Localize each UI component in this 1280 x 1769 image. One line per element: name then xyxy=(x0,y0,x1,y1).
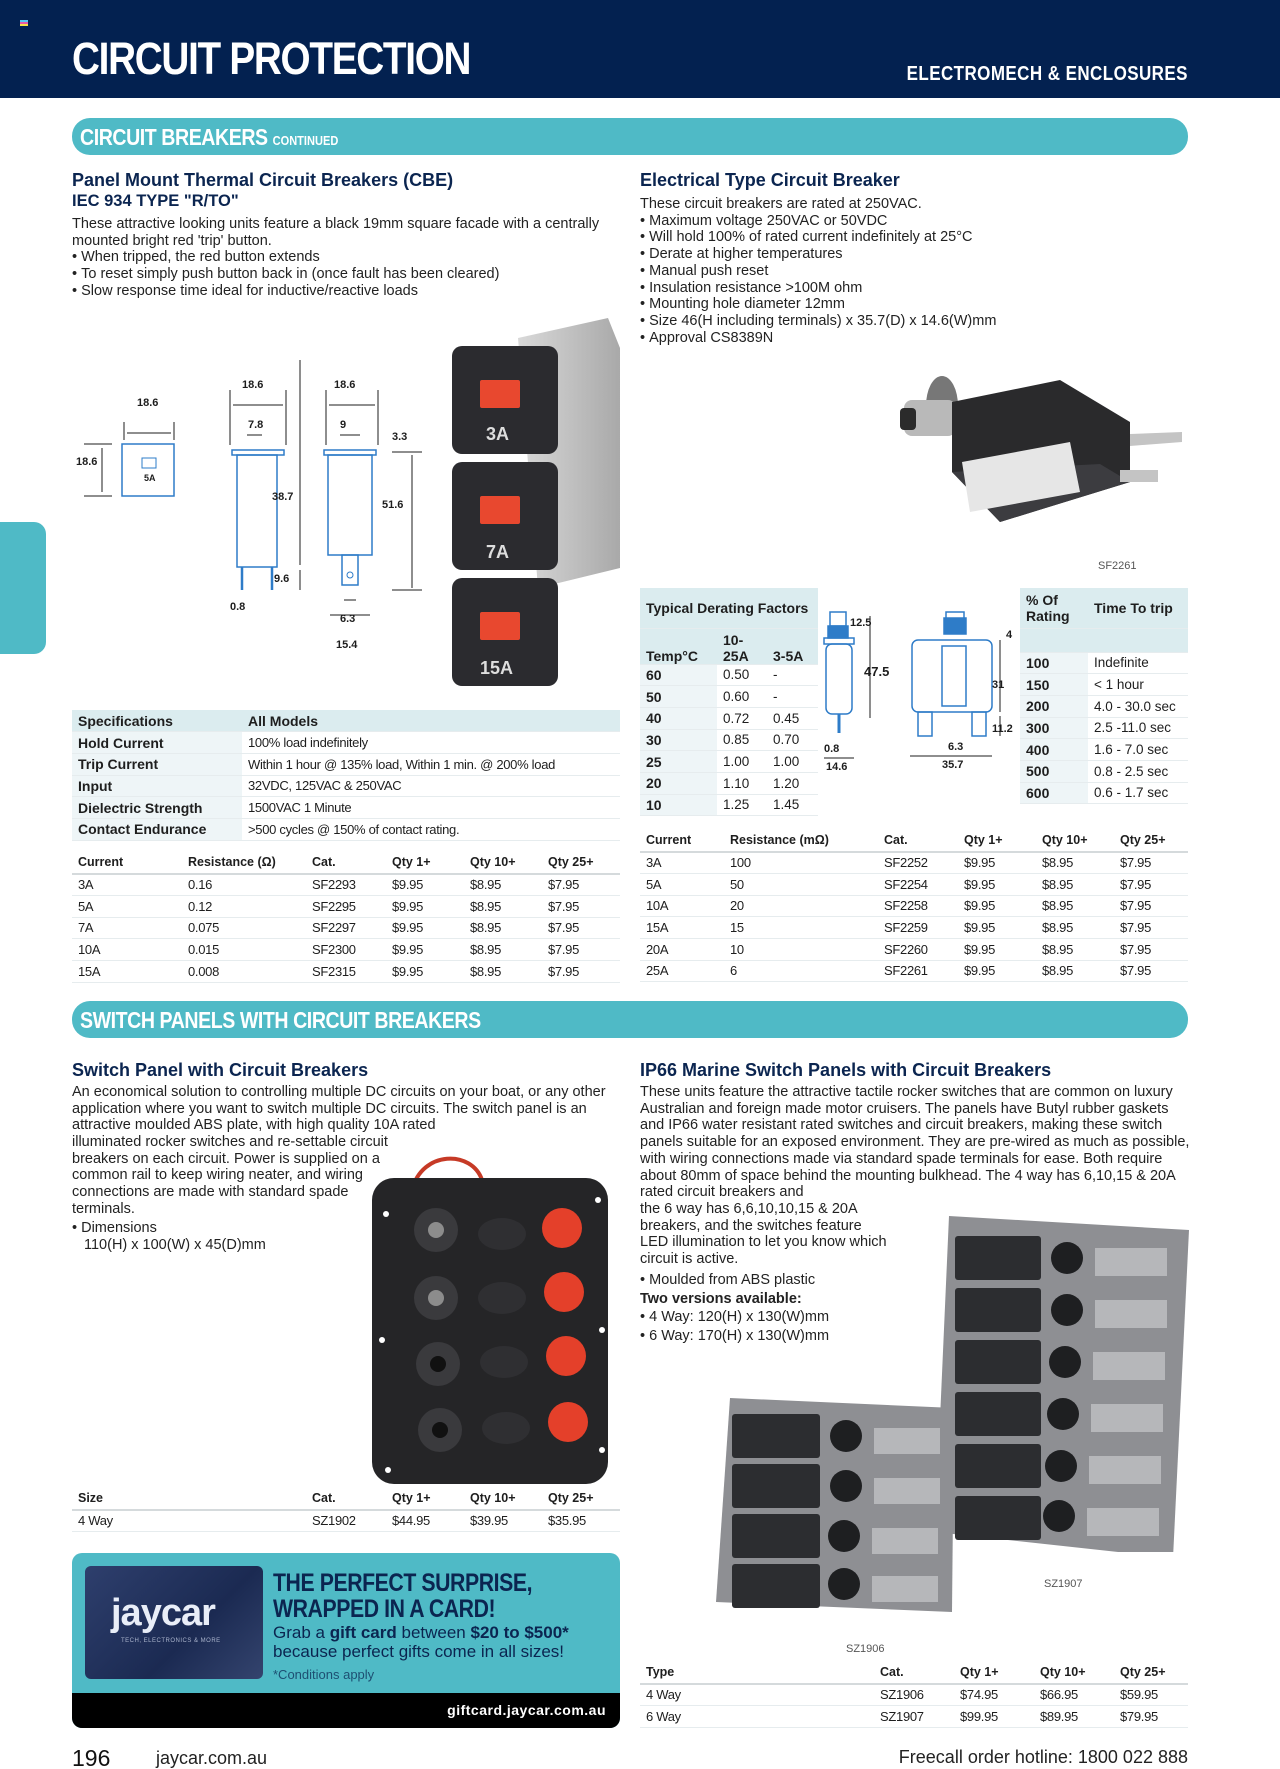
table-cell: 0.008 xyxy=(182,960,306,982)
table-cell: Within 1 hour @ 135% load, Within 1 min. @ 200% load xyxy=(242,753,620,775)
table-cell: $8.95 xyxy=(464,874,542,896)
bullet: • When tripped, the red button extends xyxy=(72,249,612,266)
table-cell: 15A xyxy=(72,960,182,982)
gift-card-promo-banner[interactable] xyxy=(72,1553,620,1728)
table-cell: $9.95 xyxy=(958,960,1036,982)
table-cell: 0.075 xyxy=(182,917,306,939)
table-cell: 400 xyxy=(1020,739,1088,761)
table-header-cell: Type xyxy=(640,1662,874,1684)
table-cell: $7.95 xyxy=(542,895,620,917)
table-cell: 4.0 - 30.0 sec xyxy=(1088,695,1188,717)
table-header-cell: Specifications xyxy=(72,710,242,732)
table-header-cell: Cat. xyxy=(306,1488,386,1510)
table-row[interactable] xyxy=(72,939,620,961)
table-cell: 6 xyxy=(724,960,878,982)
table-row[interactable] xyxy=(72,874,620,896)
table-cell: 200 xyxy=(1020,695,1088,717)
table-row xyxy=(640,794,818,816)
table-cell: 1.00 xyxy=(717,751,767,773)
cbe-specifications-table xyxy=(72,710,620,841)
table-cell: $59.95 xyxy=(1114,1684,1188,1706)
table-cell: Indefinite xyxy=(1088,652,1188,674)
product-description-cbe: These attractive looking units feature a black 19mm square facade with a centrally mounted bright red 'trip' button. • When tripped, the red button extends • To reset simply push button back in (once fault has been cleared) • Slow response time ideal for inductive/reactive loads xyxy=(72,216,612,300)
table-cell: 1.25 xyxy=(717,794,767,816)
table-cell: 1.20 xyxy=(767,772,818,794)
table-row[interactable] xyxy=(640,873,1188,895)
table-cell: SZ1902 xyxy=(306,1510,386,1532)
table-cell: SF2297 xyxy=(306,917,386,939)
svg-text:38.7: 38.7 xyxy=(272,491,294,503)
table-header-cell: Qty 25+ xyxy=(1114,1662,1188,1684)
table-cell: Trip Current xyxy=(72,753,242,775)
product-title-marine-panel: IP66 Marine Switch Panels with Circuit Breakers xyxy=(640,1060,1052,1080)
table-header-cell: % Of Rating xyxy=(1020,588,1088,628)
table-cell: $9.95 xyxy=(386,917,464,939)
table-row xyxy=(1020,717,1188,739)
cbe-product-image xyxy=(448,318,626,690)
table-cell: 1.45 xyxy=(767,794,818,816)
marine-panel-sz1907-image xyxy=(935,1212,1193,1552)
switch-panel-price-table xyxy=(72,1488,620,1532)
table-header-cell: Current xyxy=(72,852,182,874)
cbe-dimension-diagram xyxy=(72,360,432,660)
table-cell: 1.10 xyxy=(717,772,767,794)
svg-text:7A: 7A xyxy=(486,542,510,562)
svg-text:12.5: 12.5 xyxy=(850,617,872,629)
table-cell: 10A xyxy=(72,939,182,961)
svg-text:51.6: 51.6 xyxy=(382,499,404,511)
table-header-cell: Resistance (mΩ) xyxy=(724,830,878,852)
table-row xyxy=(640,707,818,729)
table-cell: $8.95 xyxy=(1036,938,1114,960)
bullet: • Maximum voltage 250VAC or 50VDC xyxy=(640,213,1200,230)
table-row[interactable] xyxy=(72,1510,620,1532)
svg-text:47.5: 47.5 xyxy=(864,664,890,679)
table-cell: 50 xyxy=(640,686,717,708)
table-row xyxy=(72,1488,620,1510)
table-cell: SZ1906 xyxy=(874,1684,954,1706)
table-row xyxy=(640,729,818,751)
table-cell: 0.85 xyxy=(717,729,767,751)
promo-conditions: *Conditions apply xyxy=(273,1667,375,1682)
table-cell: 15A xyxy=(640,917,724,939)
table-cell: $79.95 xyxy=(1114,1705,1188,1727)
table-row xyxy=(640,772,818,794)
table-header-cell: Typical Derating Factors xyxy=(640,588,818,628)
table-cell: 10A xyxy=(640,895,724,917)
table-cell: SF2258 xyxy=(878,895,958,917)
table-cell: 7A xyxy=(72,917,182,939)
order-hotline: Freecall order hotline: 1800 022 888 xyxy=(898,1747,1188,1767)
bullet: • Slow response time ideal for inductive/reactive loads xyxy=(72,283,612,300)
table-cell: 4 Way xyxy=(72,1510,306,1532)
table-cell: $8.95 xyxy=(464,960,542,982)
table-row xyxy=(72,818,620,840)
table-row[interactable] xyxy=(72,960,620,982)
image-caption: SZ1907 xyxy=(1044,1578,1083,1590)
product-description-marine-panel-cont: the 6 way has 6,6,10,10,15 & 20A breakers, and the switches feature LED illumination to let you know which circuit is active. • Moulded from ABS plastic Two versions available: • 4 Way: 120(H) x 130(W)mm • 6 Way: 170(H) x 130(W)mm xyxy=(640,1201,890,1345)
electrical-type-price-table xyxy=(640,830,1188,982)
table-header-cell: Size xyxy=(72,1488,306,1510)
svg-text:6.3: 6.3 xyxy=(948,741,964,753)
table-row xyxy=(1020,760,1188,782)
product-title-electrical-type: Electrical Type Circuit Breaker xyxy=(640,170,900,190)
cbe-price-table xyxy=(72,852,620,983)
table-cell: Contact Endurance xyxy=(72,818,242,840)
table-cell: 20 xyxy=(724,895,878,917)
table-row xyxy=(640,1662,1188,1684)
table-cell: $8.95 xyxy=(1036,917,1114,939)
table-cell: $8.95 xyxy=(1036,873,1114,895)
table-cell: $7.95 xyxy=(542,874,620,896)
table-cell: $9.95 xyxy=(958,895,1036,917)
table-cell: $8.95 xyxy=(1036,960,1114,982)
table-header-cell: Time To trip xyxy=(1088,588,1188,628)
svg-text:7.8: 7.8 xyxy=(248,419,264,431)
table-row[interactable] xyxy=(640,852,1188,874)
table-cell: $7.95 xyxy=(542,939,620,961)
table-header-cell: 10-25A xyxy=(717,628,767,664)
svg-text:35.7: 35.7 xyxy=(942,759,964,771)
table-row[interactable] xyxy=(640,1705,1188,1727)
table-cell: 0.12 xyxy=(182,895,306,917)
table-cell: SF2295 xyxy=(306,895,386,917)
table-header-cell: Cat. xyxy=(878,830,958,852)
table-row[interactable] xyxy=(640,917,1188,939)
table-cell: SF2252 xyxy=(878,852,958,874)
table-cell: Dielectric Strength xyxy=(72,797,242,819)
svg-text:0.8: 0.8 xyxy=(230,601,246,613)
section-bar-switch-panels xyxy=(72,1001,1188,1038)
table-cell: 60 xyxy=(640,664,717,686)
table-cell: SF2260 xyxy=(878,938,958,960)
table-cell: SF2261 xyxy=(878,960,958,982)
table-cell: 20A xyxy=(640,938,724,960)
table-cell: SZ1907 xyxy=(874,1705,954,1727)
table-cell: 1.6 - 7.0 sec xyxy=(1088,739,1188,761)
table-cell: 0.16 xyxy=(182,874,306,896)
table-cell: SF2259 xyxy=(878,917,958,939)
image-caption: SF2261 xyxy=(1098,560,1137,572)
bullet: • Will hold 100% of rated current indefinitely at 25°C xyxy=(640,229,1200,246)
promo-headline: THE PERFECT SURPRISE, WRAPPED IN A CARD! xyxy=(273,1569,533,1623)
table-cell: 40 xyxy=(640,707,717,729)
table-cell: $39.95 xyxy=(464,1510,542,1532)
table-cell: 1.00 xyxy=(767,751,818,773)
svg-text:9.6: 9.6 xyxy=(274,573,290,585)
table-row xyxy=(72,797,620,819)
product-title-cbe: Panel Mount Thermal Circuit Breakers (CBE) xyxy=(72,170,454,190)
table-header-cell: Qty 10+ xyxy=(464,852,542,874)
table-cell: 20 xyxy=(640,772,717,794)
dimensions-bullet: • Dimensions 110(H) x 100(W) x 45(D)mm xyxy=(72,1220,392,1253)
table-cell: $9.95 xyxy=(386,960,464,982)
table-cell: $9.95 xyxy=(386,874,464,896)
table-cell: $8.95 xyxy=(464,917,542,939)
section-suffix: CONTINUED xyxy=(272,133,339,148)
promo-url-link[interactable]: giftcard.jaycar.com.au xyxy=(447,1702,606,1718)
table-cell: 2.5 -11.0 sec xyxy=(1088,717,1188,739)
product-description-switch-panel: An economical solution to controlling multiple DC circuits on your boat, or any other application where you want to switch multiple DC circuits. The switch panel is an attractive moulded ABS plate, with high quality 10A rated xyxy=(72,1084,606,1134)
table-cell: $7.95 xyxy=(1114,852,1188,874)
product-description-electrical-type: These circuit breakers are rated at 250VAC. • Maximum voltage 250VAC or 50VDC • Will hold 100% of rated current indefinitely at 25°C • Derate at higher temperatures • Manual push reset • Insulation resistance >100M ohm • Mounting hole diameter 12mm • Size 46(H including terminals) x 35.7(D) x 14.6(W)mm • Approval CS8389N xyxy=(640,196,1200,346)
table-cell: $9.95 xyxy=(958,938,1036,960)
svg-text:15A: 15A xyxy=(480,658,514,678)
svg-text:3.3: 3.3 xyxy=(392,431,408,443)
table-cell: 0.6 - 1.7 sec xyxy=(1088,782,1188,804)
table-header-cell: Cat. xyxy=(306,852,386,874)
bullet: • Manual push reset xyxy=(640,263,1200,280)
table-cell: $44.95 xyxy=(386,1510,464,1532)
table-cell: 3A xyxy=(72,874,182,896)
table-row[interactable] xyxy=(640,895,1188,917)
table-header-cell: Current xyxy=(640,830,724,852)
table-header-cell: Qty 25+ xyxy=(542,852,620,874)
table-row xyxy=(72,732,620,754)
svg-text:11.2: 11.2 xyxy=(992,723,1013,735)
table-cell: SF2293 xyxy=(306,874,386,896)
table-row xyxy=(1020,652,1188,674)
svg-text:18.6: 18.6 xyxy=(76,456,98,468)
jaycar-logo: jaycar xyxy=(111,1592,215,1634)
table-cell: $8.95 xyxy=(464,895,542,917)
svg-text:18.6: 18.6 xyxy=(137,397,159,409)
table-cell: $89.95 xyxy=(1034,1705,1114,1727)
table-cell: $9.95 xyxy=(958,917,1036,939)
product-description-marine-panel: These units feature the attractive tactile rocker switches that are common on luxury Australian and foreign made motor cruisers. The panels have Butyl rubber gaskets and IP66 water resistant rated switches and circuit breakers, making these switch panels suitable for an exposed environment. They are pre-wired as much as possible, with wiring connections made via standard spade terminals for ease. Both require about 80mm of space behind the mounting bulkhead. The 4 way has 6,10,15 & 20A rated circuit breakers and xyxy=(640,1084,1190,1201)
table-cell: $7.95 xyxy=(542,960,620,982)
marine-panel-price-table xyxy=(640,1662,1188,1728)
svg-text:15.4: 15.4 xyxy=(336,639,358,651)
table-header-cell xyxy=(1020,628,1088,652)
table-cell: 100% load indefinitely xyxy=(242,732,620,754)
electrical-type-dimension-diagram xyxy=(820,608,1020,783)
table-cell: $66.95 xyxy=(1034,1684,1114,1706)
table-row xyxy=(72,852,620,874)
table-row xyxy=(1020,782,1188,804)
table-header-cell: Qty 1+ xyxy=(386,852,464,874)
table-cell: 5A xyxy=(72,895,182,917)
table-row xyxy=(640,751,818,773)
table-cell: SF2315 xyxy=(306,960,386,982)
print-color-bar xyxy=(20,20,28,27)
table-cell: $8.95 xyxy=(1036,852,1114,874)
table-row xyxy=(72,753,620,775)
product-title-switch-panel: Switch Panel with Circuit Breakers xyxy=(72,1060,369,1080)
table-cell: $74.95 xyxy=(954,1684,1034,1706)
table-cell: SF2300 xyxy=(306,939,386,961)
table-cell: 32VDC, 125VAC & 250VAC xyxy=(242,775,620,797)
table-row xyxy=(72,710,620,732)
bullet: • Mounting hole diameter 12mm xyxy=(640,296,1200,313)
table-cell: 300 xyxy=(1020,717,1088,739)
table-cell: 100 xyxy=(1020,652,1088,674)
table-cell: $9.95 xyxy=(958,852,1036,874)
table-row xyxy=(1020,588,1188,628)
table-row xyxy=(1020,628,1188,652)
table-header-cell xyxy=(1088,628,1188,652)
table-row xyxy=(1020,739,1188,761)
section-title: SWITCH PANELS WITH CIRCUIT BREAKERS xyxy=(80,1007,481,1033)
bullet: • Insulation resistance >100M ohm xyxy=(640,280,1200,297)
table-cell: Hold Current xyxy=(72,732,242,754)
table-cell: 100 xyxy=(724,852,878,874)
svg-text:4: 4 xyxy=(1006,629,1013,641)
svg-text:6.3: 6.3 xyxy=(340,613,356,625)
table-cell: 25 xyxy=(640,751,717,773)
table-cell: 30 xyxy=(640,729,717,751)
table-cell: 0.72 xyxy=(717,707,767,729)
table-cell: Input xyxy=(72,775,242,797)
table-cell: $8.95 xyxy=(1036,895,1114,917)
table-row xyxy=(640,664,818,686)
promo-url-bar[interactable] xyxy=(72,1693,620,1728)
image-caption: SZ1906 xyxy=(846,1643,885,1655)
page-title: CIRCUIT PROTECTION xyxy=(72,33,471,84)
table-header-cell: Qty 10+ xyxy=(464,1488,542,1510)
website-link[interactable]: jaycar.com.au xyxy=(156,1748,268,1768)
svg-text:31: 31 xyxy=(992,679,1005,691)
table-row[interactable] xyxy=(72,895,620,917)
sf2261-product-image xyxy=(890,372,1190,522)
table-row xyxy=(640,686,818,708)
bullet: • To reset simply push button back in (once fault has been cleared) xyxy=(72,266,612,283)
table-cell: 1500VAC 1 Minute xyxy=(242,797,620,819)
table-row xyxy=(1020,695,1188,717)
table-row xyxy=(640,628,818,664)
table-cell: 0.8 - 2.5 sec xyxy=(1088,760,1188,782)
table-header-cell: Qty 1+ xyxy=(958,830,1036,852)
derating-factors-table xyxy=(640,588,818,816)
table-cell: $7.95 xyxy=(1114,960,1188,982)
svg-text:14.6: 14.6 xyxy=(826,761,848,773)
switch-panel-sz1902-image xyxy=(352,1150,622,1490)
page-number: 196 xyxy=(72,1745,111,1769)
table-cell: 3A xyxy=(640,852,724,874)
category-label: ELECTROMECH & ENCLOSURES xyxy=(906,63,1188,85)
page-header xyxy=(0,0,1280,98)
bullet: • Approval CS8389N xyxy=(640,330,1200,347)
table-cell: 0.60 xyxy=(717,686,767,708)
table-header-cell: Qty 1+ xyxy=(386,1488,464,1510)
table-header-cell: Resistance (Ω) xyxy=(182,852,306,874)
table-cell: 150 xyxy=(1020,674,1088,696)
table-row[interactable] xyxy=(640,938,1188,960)
table-cell: 500 xyxy=(1020,760,1088,782)
product-description-switch-panel-cont: illuminated rocker switches and re-settable circuit breakers on each circuit. Power is supplied on a common rail to keep wiring neater, and wiring connections are made with standard spade terminals. xyxy=(72,1134,388,1217)
section-bar-circuit-breakers xyxy=(72,118,1188,155)
table-cell: 600 xyxy=(1020,782,1088,804)
table-cell: $9.95 xyxy=(386,895,464,917)
table-header-cell: Temp°C xyxy=(640,628,717,664)
table-cell: $9.95 xyxy=(958,873,1036,895)
svg-text:18.6: 18.6 xyxy=(242,379,264,391)
table-row[interactable] xyxy=(640,1684,1188,1706)
svg-text:3A: 3A xyxy=(486,424,510,444)
product-subtitle-cbe: IEC 934 TYPE "R/TO" xyxy=(72,192,239,210)
table-cell: $8.95 xyxy=(464,939,542,961)
table-cell: $7.95 xyxy=(1114,938,1188,960)
svg-text:0.8: 0.8 xyxy=(824,743,840,755)
table-cell: 0.50 xyxy=(717,664,767,686)
marine-panel-sz1906-image xyxy=(716,1398,956,1612)
table-cell: 25A xyxy=(640,960,724,982)
table-cell: < 1 hour xyxy=(1088,674,1188,696)
table-cell: - xyxy=(767,686,818,708)
section-title: CIRCUIT BREAKERS xyxy=(80,124,268,150)
table-header-cell: Qty 25+ xyxy=(1114,830,1188,852)
table-row xyxy=(640,588,818,628)
section-index-tab[interactable] xyxy=(0,522,46,654)
table-cell: 5A xyxy=(640,873,724,895)
table-row xyxy=(1020,674,1188,696)
table-cell: SF2254 xyxy=(878,873,958,895)
table-header-cell: All Models xyxy=(242,710,620,732)
table-cell: 15 xyxy=(724,917,878,939)
table-cell: >500 cycles @ 150% of contact rating. xyxy=(242,818,620,840)
table-header-cell: Qty 10+ xyxy=(1034,1662,1114,1684)
table-cell: $7.95 xyxy=(542,917,620,939)
table-cell: 10 xyxy=(640,794,717,816)
table-header-cell: Qty 10+ xyxy=(1036,830,1114,852)
table-row[interactable] xyxy=(72,917,620,939)
table-cell: - xyxy=(767,664,818,686)
promo-body: Grab a gift card between $20 to $500* because perfect gifts come in all sizes! xyxy=(273,1623,569,1661)
svg-text:5A: 5A xyxy=(144,473,156,483)
table-row[interactable] xyxy=(640,960,1188,982)
table-cell: 6 Way xyxy=(640,1705,874,1727)
table-cell: $7.95 xyxy=(1114,917,1188,939)
table-row xyxy=(72,775,620,797)
table-header-cell: Qty 25+ xyxy=(542,1488,620,1510)
table-header-cell: Cat. xyxy=(874,1662,954,1684)
table-header-cell: Qty 1+ xyxy=(954,1662,1034,1684)
table-header-cell: 3-5A xyxy=(767,628,818,664)
table-cell: $7.95 xyxy=(1114,895,1188,917)
table-cell: $35.95 xyxy=(542,1510,620,1532)
table-cell: 0.45 xyxy=(767,707,818,729)
table-cell: $7.95 xyxy=(1114,873,1188,895)
svg-text:9: 9 xyxy=(340,419,347,431)
table-cell: $9.95 xyxy=(386,939,464,961)
table-cell: $99.95 xyxy=(954,1705,1034,1727)
bullet: • Size 46(H including terminals) x 35.7(D) x 14.6(W)mm xyxy=(640,313,1200,330)
svg-text:18.6: 18.6 xyxy=(334,379,356,391)
table-row xyxy=(640,830,1188,852)
gift-card-image: jaycar TECH, ELECTRONICS & MORE xyxy=(85,1566,263,1679)
trip-time-table xyxy=(1020,588,1188,804)
bullet: • Derate at higher temperatures xyxy=(640,246,1200,263)
table-cell: 0.70 xyxy=(767,729,818,751)
table-cell: 50 xyxy=(724,873,878,895)
table-cell: 0.015 xyxy=(182,939,306,961)
table-cell: 10 xyxy=(724,938,878,960)
table-cell: 4 Way xyxy=(640,1684,874,1706)
